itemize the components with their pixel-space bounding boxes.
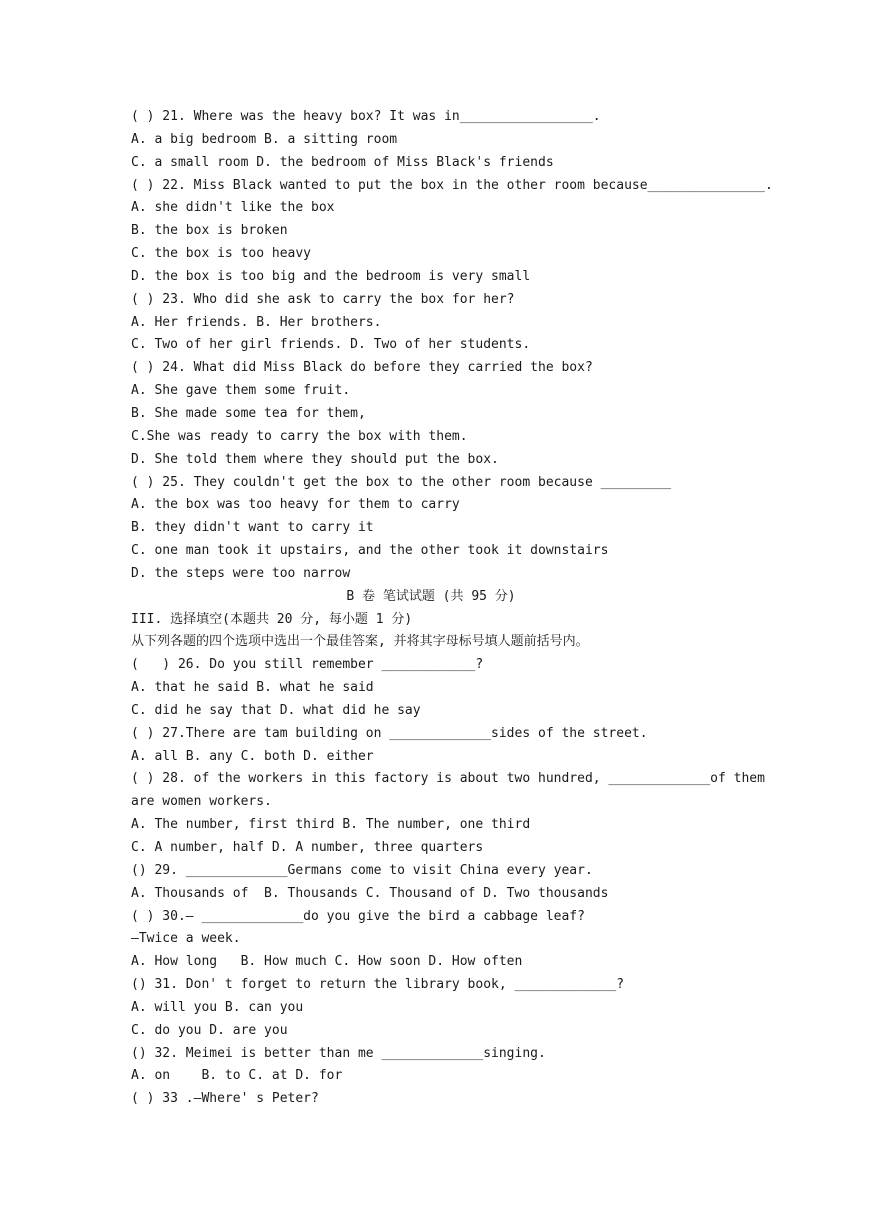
q24-question: ( ) 24. What did Miss Black do before they carried the box? — [131, 360, 593, 376]
document-page — [131, 106, 831, 1111]
q25-option-c: C. one man took it upstairs, and the other took it downstairs — [131, 543, 609, 559]
q23-question: ( ) 23. Who did she ask to carry the box for her? — [131, 291, 515, 307]
q28-question: ( ) 28. of the workers in this factory is about two hundred, _____________of them — [131, 771, 765, 787]
part-iii-heading: III. 选择填空(本题共 20 分, 每小题 1 分) — [131, 611, 413, 627]
q25-option-a: A. the box was too heavy for them to carry — [131, 497, 460, 513]
q26-options-cd: C. did he say that D. what did he say — [131, 702, 421, 718]
q21-options-cd: C. a small room D. the bedroom of Miss Black's friends — [131, 154, 554, 170]
q24-option-d: D. She told them where they should put the box. — [131, 451, 499, 467]
q33-question: ( ) 33 .—Where' s Peter? — [131, 1091, 319, 1107]
q29-options: A. Thousands of B. Thousands C. Thousand of D. Two thousands — [131, 885, 609, 901]
q29-question: () 29. _____________Germans come to visit China every year. — [131, 862, 593, 878]
q21-options-ab: A. a big bedroom B. a sitting room — [131, 131, 398, 147]
q21-question: ( ) 21. Where was the heavy box? It was in_________________. — [131, 109, 601, 124]
q30-question: ( ) 30.— _____________do you give the bird a cabbage leaf? — [131, 908, 585, 924]
q31-options-ab: A. will you B. can you — [131, 999, 304, 1015]
q28-options-ab: A. The number, first third B. The number, one third — [131, 817, 531, 833]
q23-options-cd: C. Two of her girl friends. D. Two of her students. — [131, 337, 531, 353]
q24-option-b: B. She made some tea for them, — [131, 405, 366, 421]
q24-option-c: C.She was ready to carry the box with them. — [131, 428, 468, 444]
q30-options: A. How long B. How much C. How soon D. How often — [131, 954, 523, 970]
q30-question-reply: —Twice a week. — [131, 931, 241, 947]
q22-question: ( ) 22. Miss Black wanted to put the box in the other room because_______________. — [131, 177, 773, 193]
q25-question: ( ) 25. They couldn't get the box to the other room because _________ — [131, 474, 672, 490]
q24-option-a: A. She gave them some fruit. — [131, 383, 351, 399]
q27-question: ( ) 27.There are tam building on _____________sides of the street. — [131, 725, 648, 741]
q22-option-d: D. the box is too big and the bedroom is very small — [131, 268, 531, 284]
q23-options-ab: A. Her friends. B. Her brothers. — [131, 314, 382, 330]
q31-options-cd: C. do you D. are you — [131, 1022, 288, 1038]
q27-options: A. all B. any C. both D. either — [131, 748, 374, 764]
part-iii-instructions: 从下列各题的四个选项中选出一个最佳答案, 并将其字母标号填人题前括号内。 — [131, 634, 589, 650]
section-b-heading: B 卷 笔试试题 (共 95 分) — [346, 588, 516, 604]
q25-option-d: D. the steps were too narrow — [131, 565, 351, 581]
q25-option-b: B. they didn't want to carry it — [131, 520, 374, 536]
q31-question: () 31. Don' t forget to return the library book, _____________? — [131, 977, 625, 993]
q32-options: A. on B. to C. at D. for — [131, 1068, 343, 1084]
q22-option-b: B. the box is broken — [131, 223, 288, 239]
q26-options-ab: A. that he said B. what he said — [131, 680, 374, 696]
q22-option-a: A. she didn't like the box — [131, 200, 335, 216]
q28-options-cd: C. A number, half D. A number, three quarters — [131, 840, 484, 855]
q32-question: () 32. Meimei is better than me _____________singing. — [131, 1045, 546, 1061]
q26-question: ( ) 26. Do you still remember ____________? — [131, 657, 484, 673]
q22-option-c: C. the box is too heavy — [131, 246, 312, 262]
q28-question-cont: are women workers. — [131, 794, 272, 810]
